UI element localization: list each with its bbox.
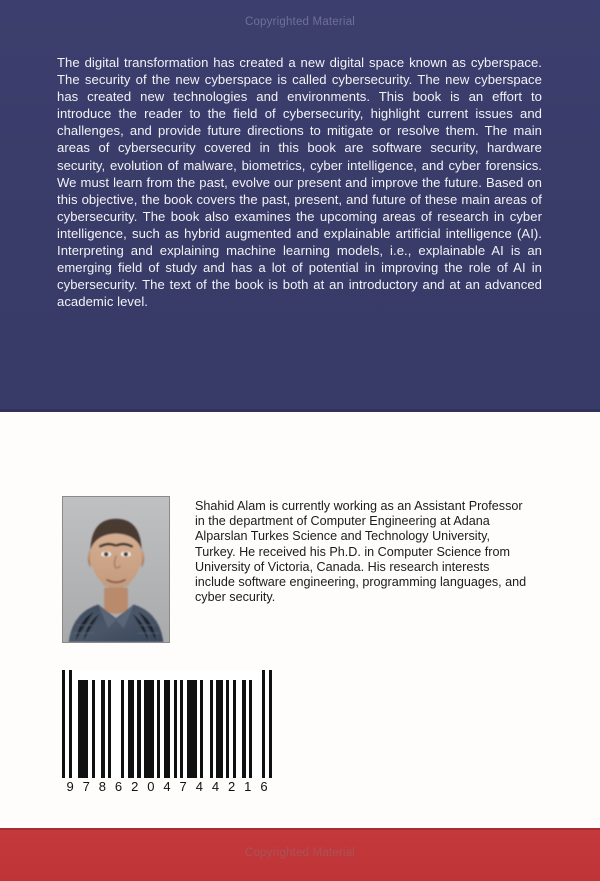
barcode-digit: 0 [147, 779, 155, 794]
copyrighted-material-watermark-bottom: Copyrighted Material [244, 847, 356, 859]
barcode-bar [269, 670, 272, 778]
barcode-bar [252, 670, 262, 778]
red-footer-banner [0, 828, 600, 881]
barcode-digit: 1 [244, 779, 252, 794]
author-portrait-photo [62, 496, 170, 643]
barcode-bar [78, 680, 88, 778]
barcode-digits [62, 779, 272, 794]
barcode-bar [187, 680, 197, 778]
barcode-digit: 4 [211, 779, 220, 794]
barcode-digit: 6 [114, 779, 123, 794]
barcode-bar [144, 680, 154, 778]
barcode-digit: 4 [163, 779, 171, 794]
barcode-digit: 7 [179, 779, 187, 794]
barcode-digit: 7 [82, 779, 90, 794]
isbn-barcode [62, 670, 272, 794]
barcode-digit: 4 [195, 779, 203, 794]
barcode-digit: 2 [131, 779, 139, 794]
barcode-bar [111, 670, 121, 778]
book-description-blurb: The digital transformation has created a new digital space known as cyberspace. The security of the new cyberspace is called cybersecurity. The new cyberspace has created new technologies and environments. This book is an effort to introduce the reader to the field of cybersecurity, highlight current issues and challenges, and provide future directions to mitigate or resolve them. The main areas of cybersecurity covered in this book are software security, hardware security, evolution of malware, biometrics, cyber intelligence, and cyber forensics. We must learn from the past, evolve our present and improve the future. Based on this objective, the book covers the past, present, and future of these main areas of cybersecurity. The book also examines the upcoming areas of research in cyber intelligence, such as hybrid augmented and explainable artificial intelligence (AI). Interpreting and explaining machine learning models, i.e., explainable AI is an emerging field of study and has a lot of potential in improving the role of AI in cybersecurity. The text of the book is both at an introductory and at an advanced academic level. [57, 55, 542, 310]
barcode-digit: 2 [228, 779, 236, 794]
author-biography-text: Shahid Alam is currently working as an Assistant Professor in the department of Computer Engineering at Adana Alparslan Turkes Science and Technology University, Turkey. He received his Ph.D. in Computer Science from University of Victoria, Canada. His research interests include software engineering, programming languages, and cyber security. [195, 499, 527, 605]
barcode-digit: 8 [98, 779, 106, 794]
copyrighted-material-watermark-top: Copyrighted Material [244, 16, 356, 28]
barcode-digit: 6 [260, 779, 268, 794]
barcode-bars [62, 670, 272, 778]
barcode-digit: 9 [66, 779, 74, 794]
